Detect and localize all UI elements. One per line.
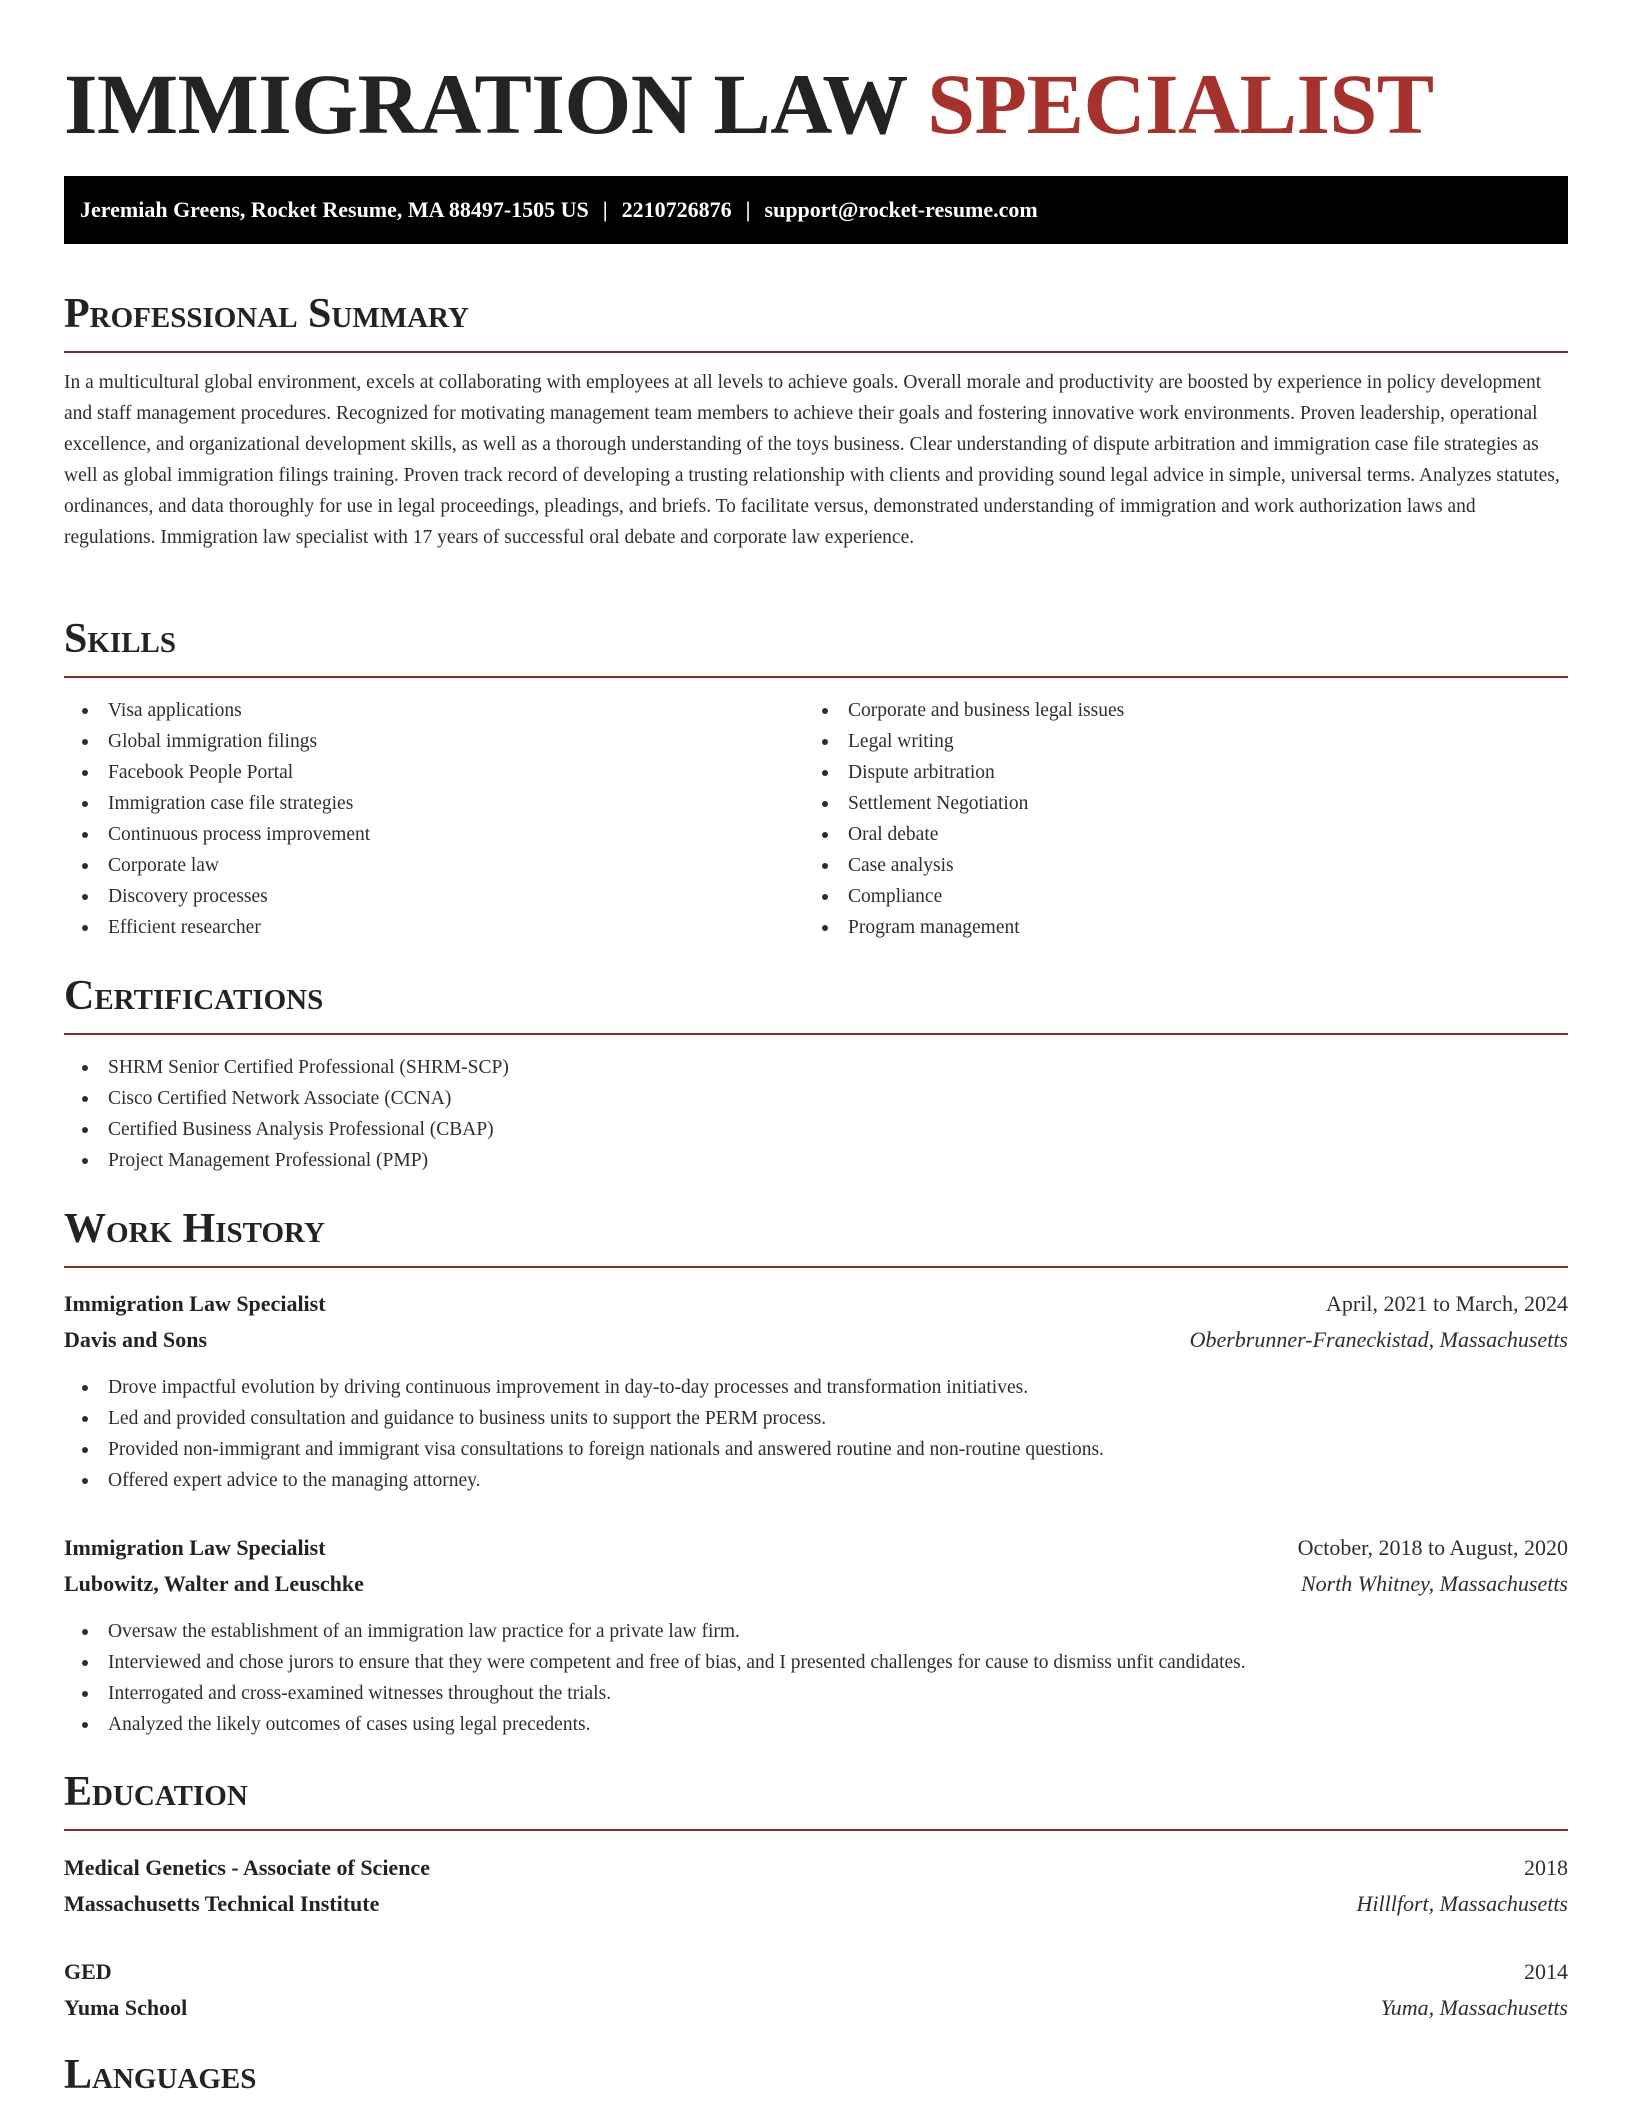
certification-item: SHRM Senior Certified Professional (SHRM-SCP) xyxy=(64,1052,509,1083)
certification-item: Project Management Professional (PMP) xyxy=(64,1145,509,1176)
contact-separator: | xyxy=(745,197,751,222)
skill-item: Legal writing xyxy=(804,726,1124,757)
skills-divider xyxy=(64,676,1568,678)
job-company-row xyxy=(64,1322,1568,1358)
education-divider xyxy=(64,1829,1568,1831)
summary-heading: Professional Summary xyxy=(64,291,469,337)
contact-address: Jeremiah Greens, Rocket Resume, MA 88497-1505 US xyxy=(80,197,589,222)
job-duty: Interviewed and chose jurors to ensure that they were competent and free of bias, and I presented challenges for cause to dismiss unfit candidates. xyxy=(64,1647,1246,1678)
work-history-heading: Work History xyxy=(64,1206,325,1252)
job-duty: Oversaw the establishment of an immigration law practice for a private law firm. xyxy=(64,1616,1246,1647)
contact-bar xyxy=(64,176,1568,244)
education-header-row xyxy=(64,1954,1568,1990)
job-header-row xyxy=(64,1530,1568,1566)
job-dates: October, 2018 to August, 2020 xyxy=(1297,1535,1568,1560)
skill-item: Discovery processes xyxy=(64,881,370,912)
education-header-row xyxy=(64,1850,1568,1886)
skill-item: Dispute arbitration xyxy=(804,757,1124,788)
job-header-row xyxy=(64,1286,1568,1322)
skill-item: Immigration case file strategies xyxy=(64,788,370,819)
skill-item: Program management xyxy=(804,912,1124,943)
job-title: Immigration Law Specialist xyxy=(64,1291,326,1316)
title-main: IMMIGRATION LAW xyxy=(64,56,907,152)
education-year: 2018 xyxy=(1524,1855,1568,1880)
job-dates: April, 2021 to March, 2024 xyxy=(1326,1291,1568,1316)
skills-list-left xyxy=(64,695,370,943)
skill-item: Visa applications xyxy=(64,695,370,726)
job-title: Immigration Law Specialist xyxy=(64,1535,326,1560)
certifications-list xyxy=(64,1052,509,1176)
job-company: Lubowitz, Walter and Leuschke xyxy=(64,1571,364,1596)
education-heading: Education xyxy=(64,1769,248,1815)
languages-heading: Languages xyxy=(64,2052,257,2098)
contact-separator: | xyxy=(602,197,608,222)
skill-item: Compliance xyxy=(804,881,1124,912)
education-school-row xyxy=(64,1990,1568,2026)
skill-item: Global immigration filings xyxy=(64,726,370,757)
certifications-heading: Certifications xyxy=(64,973,324,1019)
job-duty: Offered expert advice to the managing attorney. xyxy=(64,1465,1104,1496)
job-location: North Whitney, Massachusetts xyxy=(1300,1571,1568,1596)
summary-text: In a multicultural global environment, excels at collaborating with employees at all levels to achieve goals. Overall morale and productivity are boosted by experience in policy development and staff management procedures. Recognized for motivating management team members to achieve their goals and fostering innovative work environments. Proven leadership, operational excellence, and organizational development skills, as well as a thorough understanding of the toys business. Clear understanding of dispute arbitration and immigration case file strategies as well as global immigration filings training. Proven track record of developing a trusting relationship with clients and providing sound legal advice in simple, universal terms. Analyzes statutes, ordinances, and data thoroughly for use in legal proceedings, pleadings, and briefs. To facilitate versus, demonstrated understanding of immigration and work authorization laws and regulations. Immigration law specialist with 17 years of successful oral debate and corporate law experience. xyxy=(64,372,1560,548)
skill-item: Settlement Negotiation xyxy=(804,788,1124,819)
education-year: 2014 xyxy=(1524,1959,1568,1984)
education-school-row xyxy=(64,1886,1568,1922)
job-duties-list xyxy=(64,1616,1246,1740)
job-duty: Drove impactful evolution by driving continuous improvement in day-to-day processes and transformation initiatives. xyxy=(64,1372,1104,1403)
summary-divider xyxy=(64,351,1568,353)
skills-list-right xyxy=(804,695,1124,943)
job-company-row xyxy=(64,1566,1568,1602)
job-duty: Led and provided consultation and guidance to business units to support the PERM process. xyxy=(64,1403,1104,1434)
job-duties-list xyxy=(64,1372,1104,1496)
job-company: Davis and Sons xyxy=(64,1327,208,1352)
job-duty: Analyzed the likely outcomes of cases using legal precedents. xyxy=(64,1709,1246,1740)
work-history-divider xyxy=(64,1266,1568,1268)
certification-item: Certified Business Analysis Professional (CBAP) xyxy=(64,1114,509,1145)
skill-item: Continuous process improvement xyxy=(64,819,370,850)
skill-item: Corporate law xyxy=(64,850,370,881)
skill-item: Efficient researcher xyxy=(64,912,370,943)
skill-item: Oral debate xyxy=(804,819,1124,850)
education-school: Massachusetts Technical Institute xyxy=(64,1891,380,1916)
title-accent: SPECIALIST xyxy=(927,56,1434,152)
education-school: Yuma School xyxy=(64,1995,188,2020)
contact-phone: 2210726876 xyxy=(621,197,732,222)
education-location: Hilllfort, Massachusetts xyxy=(1356,1891,1568,1916)
certification-item: Cisco Certified Network Associate (CCNA) xyxy=(64,1083,509,1114)
job-duty: Provided non-immigrant and immigrant visa consultations to foreign nationals and answered routine and non-routine questions. xyxy=(64,1434,1104,1465)
resume-title xyxy=(64,48,1434,160)
education-degree: Medical Genetics - Associate of Science xyxy=(64,1855,430,1880)
skill-item: Facebook People Portal xyxy=(64,757,370,788)
education-degree: GED xyxy=(64,1959,112,1984)
skill-item: Corporate and business legal issues xyxy=(804,695,1124,726)
skills-heading: Skills xyxy=(64,616,177,662)
job-duty: Interrogated and cross-examined witnesses throughout the trials. xyxy=(64,1678,1246,1709)
certifications-divider xyxy=(64,1033,1568,1035)
contact-email: support@rocket-resume.com xyxy=(764,197,1038,222)
skill-item: Case analysis xyxy=(804,850,1124,881)
job-location: Oberbrunner-Franeckistad, Massachusetts xyxy=(1189,1327,1568,1352)
education-location: Yuma, Massachusetts xyxy=(1380,1995,1568,2020)
